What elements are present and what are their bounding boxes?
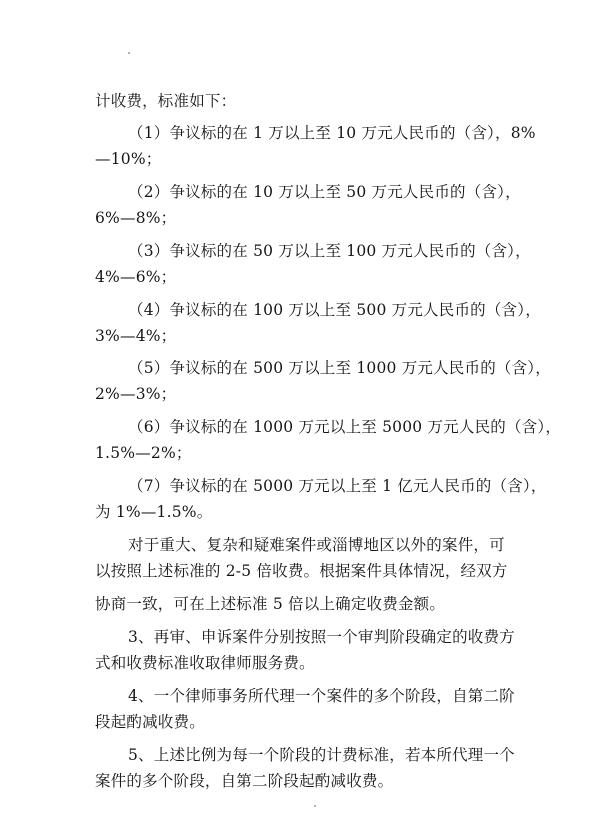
text-line: （3）争议标的在 50 万以上至 100 万元人民币的（含）， xyxy=(128,242,531,260)
text-line: 5、上述比例为每一个阶段的计费标准，若本所代理一个 xyxy=(128,746,515,764)
text-line: 计收费，标准如下： xyxy=(95,92,237,110)
text-line: （5）争议标的在 500 万以上至 1000 万元人民币的（含）， xyxy=(128,359,551,377)
text-line: （6）争议标的在 1000 万元以上至 5000 万元人民的（含）， xyxy=(128,418,562,436)
text-line: 6%—8%； xyxy=(95,209,177,227)
text-line: （7）争议标的在 5000 万元以上至 1 亿元人民币的（含）， xyxy=(128,477,547,495)
text-line: 4、一个律师事务所代理一个案件的多个阶段，自第二阶 xyxy=(128,687,515,705)
text-line: 协商一致，可在上述标准 5 倍以上确定收费金额。 xyxy=(95,595,446,613)
text-line: 1.5%—2%； xyxy=(95,444,192,462)
text-line: 案件的多个阶段，自第二阶段起酌减收费。 xyxy=(95,772,394,790)
text-line: —10%； xyxy=(95,150,162,168)
text-line: 4%—6%； xyxy=(95,268,177,286)
text-line: 以按照上述标准的 2-5 倍收费。根据案件具体情况，经双方 xyxy=(95,562,508,580)
text-line: 3、再审、申诉案件分别按照一个审判阶段确定的收费方 xyxy=(128,628,515,646)
text-line: 对于重大、复杂和疑难案件或淄博地区以外的案件，可 xyxy=(128,536,505,554)
text-line: （1）争议标的在 1 万以上至 10 万元人民币的（含），8% xyxy=(128,124,536,142)
text-line: 式和收费标准收取律师服务费。 xyxy=(95,654,315,672)
text-line: （2）争议标的在 10 万以上至 50 万元人民币的（含）， xyxy=(128,183,521,201)
text-line: （4）争议标的在 100 万以上至 500 万元人民币的（含）， xyxy=(128,301,541,319)
scan-speck xyxy=(314,805,316,807)
text-line: 3%—4%； xyxy=(95,327,177,345)
scan-speck xyxy=(128,52,130,54)
text-line: 为 1%—1.5%。 xyxy=(95,503,213,521)
text-line: 段起酌减收费。 xyxy=(95,713,205,731)
text-line: 2%—3%； xyxy=(95,385,177,403)
